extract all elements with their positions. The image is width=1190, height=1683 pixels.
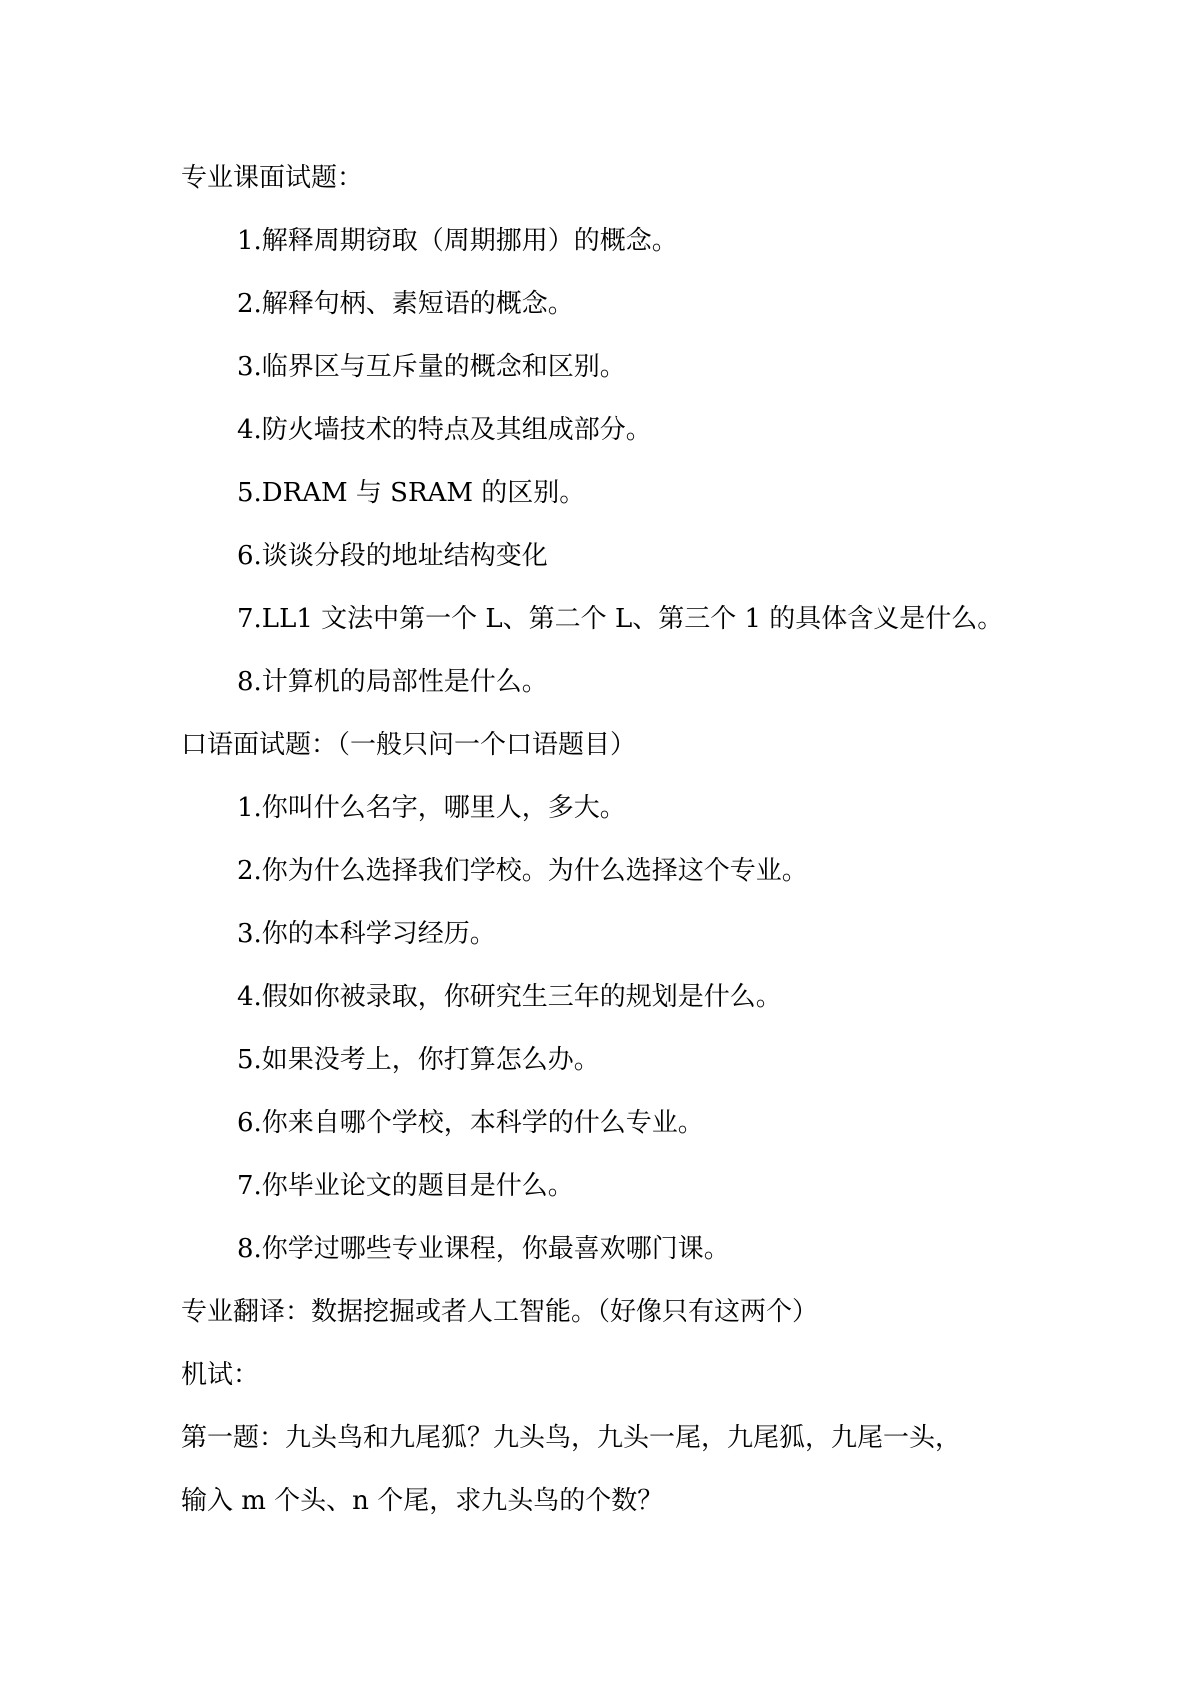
oral-questions-heading: 口语面试题：（一般只问一个口语题目） — [181, 730, 637, 760]
professional-question-6: 6.谈谈分段的地址结构变化 — [237, 541, 548, 571]
oral-question-6: 6.你来自哪个学校，本科学的什么专业。 — [237, 1108, 704, 1138]
professional-question-1: 1.解释周期窃取（周期挪用）的概念。 — [237, 226, 678, 256]
machine-test-question-1-line-1: 第一题：九头鸟和九尾狐？九头鸟，九头一尾，九尾狐，九尾一头， — [181, 1423, 962, 1453]
professional-question-3: 3.临界区与互斥量的概念和区别。 — [237, 352, 626, 382]
professional-questions-heading: 专业课面试题： — [181, 163, 364, 193]
professional-question-2: 2.解释句柄、素短语的概念。 — [237, 289, 574, 319]
machine-test-question-1-line-2: 输入 m 个头、n 个尾，求九头鸟的个数？ — [181, 1486, 664, 1516]
machine-test-heading: 机试： — [181, 1360, 260, 1390]
oral-question-7: 7.你毕业论文的题目是什么。 — [237, 1171, 574, 1201]
professional-question-5: 5.DRAM 与 SRAM 的区别。 — [237, 478, 586, 508]
professional-question-7: 7.LL1 文法中第一个 L、第二个 L、第三个 1 的具体含义是什么。 — [237, 604, 1004, 634]
translation-topic: 专业翻译：数据挖掘或者人工智能。（好像只有这两个） — [181, 1297, 819, 1327]
oral-question-4: 4.假如你被录取，你研究生三年的规划是什么。 — [237, 982, 782, 1012]
oral-question-1: 1.你叫什么名字，哪里人，多大。 — [237, 793, 626, 823]
oral-question-5: 5.如果没考上，你打算怎么办。 — [237, 1045, 600, 1075]
oral-question-2: 2.你为什么选择我们学校。为什么选择这个专业。 — [237, 856, 808, 886]
document-body — [181, 147, 1061, 1533]
oral-question-8: 8.你学过哪些专业课程，你最喜欢哪门课。 — [237, 1234, 730, 1264]
professional-question-4: 4.防火墙技术的特点及其组成部分。 — [237, 415, 652, 445]
oral-question-3: 3.你的本科学习经历。 — [237, 919, 496, 949]
professional-question-8: 8.计算机的局部性是什么。 — [237, 667, 548, 697]
